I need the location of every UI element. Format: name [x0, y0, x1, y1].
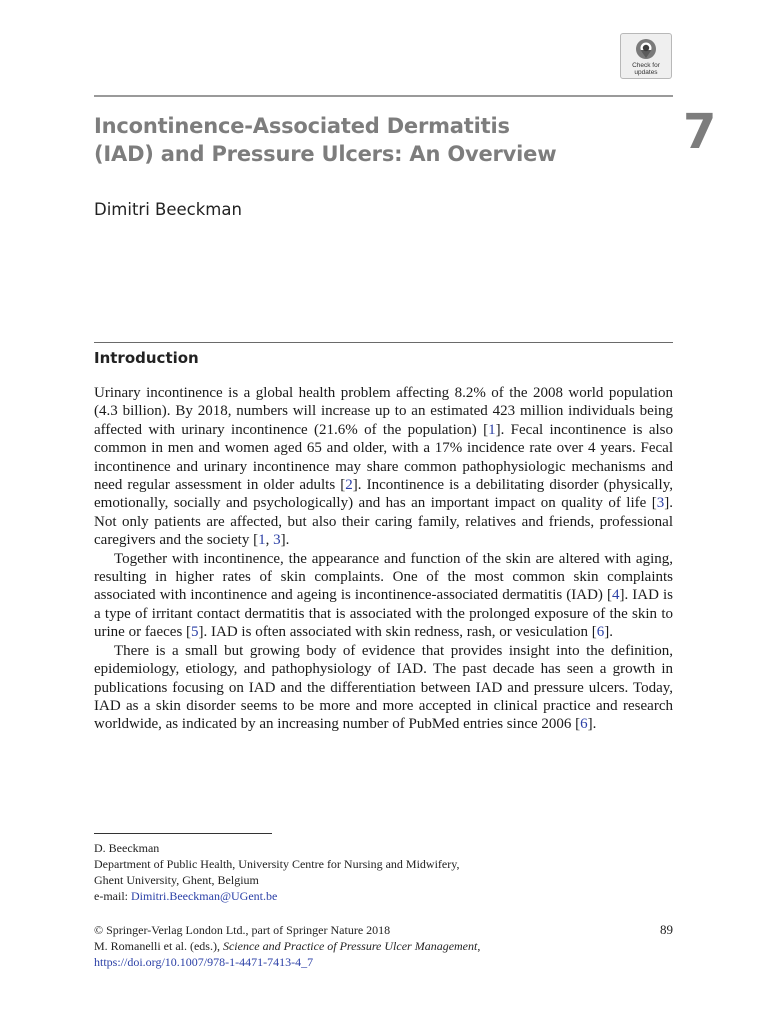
crossmark-icon — [634, 37, 658, 61]
email-link[interactable]: Dimitri.Beeckman@UGent.be — [130, 889, 278, 903]
citation-link[interactable]: 1 — [488, 421, 496, 438]
chapter-title-line-2: (IAD) and Pressure Ulcers: An Overview — [94, 142, 557, 166]
footnote-affiliation-1: Department of Public Health, University Centre for Nursing and Midwifery, — [94, 857, 460, 871]
citation-link[interactable]: 6 — [596, 624, 605, 641]
citation-link[interactable]: 1 — [258, 532, 266, 549]
email-label: e-mail: — [94, 889, 131, 903]
footnote-author: D. Beeckman — [94, 841, 160, 855]
book-editors: M. Romanelli et al. (eds.), — [94, 939, 223, 953]
chapter-number: 7 — [683, 104, 717, 160]
citation-link[interactable]: 3 — [273, 532, 281, 549]
body-text — [94, 384, 673, 734]
citation-link[interactable]: 4 — [611, 587, 620, 604]
footnote-rule — [94, 833, 272, 834]
section-heading: Introduction — [94, 349, 199, 367]
book-citation — [94, 938, 594, 954]
paragraph-3: There is a small but growing body of evidence that provides insight into the definition, epidemiology, etiology, and pathophysiology of IAD. The past decade has seen a growth in publications focusing on IAD and the differentiation between IAD and pressure ulcers. Today, IAD as a skin disorder seems to be more and more accepted in clinical practice and research worldwide, as indicated by an increasing number of PubMed entries since 2006 [6]. — [94, 642, 673, 733]
check-for-updates-label: Check for updates — [632, 62, 660, 76]
citation-link[interactable]: 2 — [345, 477, 353, 494]
footnote-affiliation-2: Ghent University, Ghent, Belgium — [94, 873, 259, 887]
page-number: 89 — [660, 922, 673, 937]
chapter-title — [94, 112, 634, 168]
copyright-block — [94, 922, 594, 970]
check-for-updates-badge[interactable] — [620, 33, 672, 79]
citation-link[interactable]: 5 — [191, 624, 199, 641]
top-rule — [94, 95, 673, 97]
chapter-title-line-1: Incontinence-Associated Dermatitis — [94, 114, 510, 138]
book-citation-suffix: , — [477, 939, 481, 953]
paragraph-2: Together with incontinence, the appearance and function of the skin are altered with aging, resulting in higher rates of skin complaints. One of the most common skin complaints associated with incontinence and ageing is incontinence-associated dermatitis (IAD) [4]. IAD is a type of irritant contact dermatitis that is associated with the prolonged exposure of the skin to urine or faeces [5]. IAD is often associated with skin redness, rash, or vesiculation [6]. — [94, 550, 673, 641]
footnote-email-line — [94, 888, 654, 904]
book-title: Science and Practice of Pressure Ulcer Management — [222, 939, 478, 953]
copyright-line: © Springer-Verlag London Ltd., part of Springer Nature 2018 — [94, 923, 391, 937]
section-rule — [94, 342, 673, 343]
paragraph-1: Urinary incontinence is a global health problem affecting 8.2% of the 2008 world population (4.3 billion). By 2018, numbers will increase up to an estimated 423 million individuals being affected with urinary incontinence (21.6% of the population) [1]. Fecal incontinence is also common in men and women aged 65 and older, with a 17% incidence rate over 4 years. Fecal incontinence and urinary incontinence may share common pathophysiologic mechanisms and need regular assessment in older adults [2]. Incontinence is a debilitating disorder (physically, emotionally, socially and psychologically) and has an important impact on quality of life [3]. Not only patients are affected, but also their caring family, relatives and friends, professional caregivers and the society [1, 3]. — [94, 385, 673, 549]
author-name: Dimitri Beeckman — [94, 200, 242, 219]
author-footnote — [94, 840, 654, 904]
citation-link[interactable]: 6 — [580, 716, 588, 733]
citation-link[interactable]: 3 — [656, 495, 665, 512]
doi-link[interactable]: https://doi.org/10.1007/978-1-4471-7413-4_7 — [94, 955, 314, 969]
